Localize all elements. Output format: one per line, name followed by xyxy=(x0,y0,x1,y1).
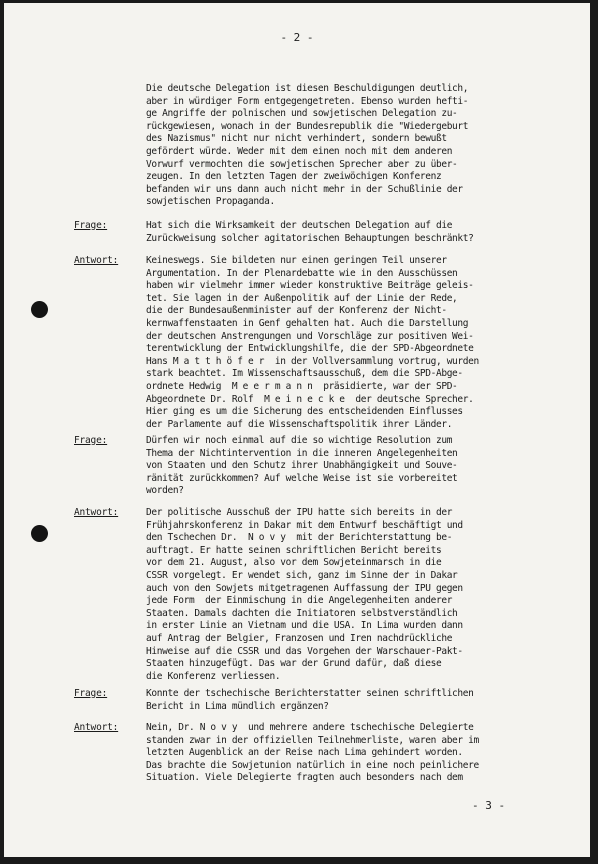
text-line: Staaten. Damals dachten die Initiatoren selbstverständlich xyxy=(146,607,458,619)
text-line: Situation. Viele Delegierte fragten auch besonders nach dem xyxy=(146,772,463,784)
question-label: Frage: xyxy=(74,688,108,699)
page-number: - 2 - xyxy=(280,31,314,44)
text-line: Der politische Ausschuß der IPU hatte sich bereits in der xyxy=(146,507,453,518)
text-line: Hinweise auf die CSSR und das Vorgehen der Warschauer-Pakt- xyxy=(146,645,463,657)
punch-hole-bottom xyxy=(31,525,48,542)
answer-text xyxy=(146,507,586,683)
intro-paragraph xyxy=(146,83,586,209)
text-line: Bericht in Lima mündlich ergänzen? xyxy=(146,700,329,712)
text-line: auch von den Sowjets mitgetragenen Auffassung der IPU gegen xyxy=(146,582,463,594)
text-line: Die deutsche Delegation ist diesen Beschuldigungen deutlich, xyxy=(146,83,469,94)
question-text xyxy=(146,435,586,498)
text-line: des Nazismus" nicht nur nicht verhindert, sondern bewußt xyxy=(146,133,447,145)
text-line: Abgeordnete Dr. Rolf M e i n e c k e der deutsche Sprecher. xyxy=(146,393,474,405)
text-line: Thema der Nichtintervention in die inneren Angelegenheiten xyxy=(146,447,458,459)
answer-text xyxy=(146,255,586,431)
text-line: vor dem 21. August, also vor dem Sowjeteinmarsch in die xyxy=(146,557,442,569)
text-line: von Staaten und den Schutz ihrer Unabhängigkeit und Souve- xyxy=(146,460,458,472)
document-page xyxy=(4,3,590,857)
text-line: standen zwar in der offiziellen Teilnehmerliste, waren aber im xyxy=(146,734,479,746)
text-line: rückgewiesen, wonach in der Bundesrepublik die "Wiedergeburt xyxy=(146,120,469,132)
text-line: die der Bundesaußenminister auf der Konferenz der Nicht- xyxy=(146,305,447,317)
continuation-page-number: - 3 - xyxy=(472,799,506,812)
text-line: CSSR vorgelegt. Er wendet sich, ganz im Sinne der in Dakar xyxy=(146,569,458,581)
text-line: Hat sich die Wirksamkeit der deutschen Delegation auf die xyxy=(146,220,453,231)
text-line: haben wir vielmehr immer wieder konstruktive Beiträge geleis- xyxy=(146,280,474,292)
text-line: Nein, Dr. N o v y und mehrere andere tschechische Delegierte xyxy=(146,722,474,733)
text-line: Das brachte die Sowjetunion natürlich in eine noch peinlichere xyxy=(146,759,479,771)
question-label: Frage: xyxy=(74,435,108,446)
question-text xyxy=(146,220,586,245)
text-line: in erster Linie an Vietnam und die USA. In Lima wurden dann xyxy=(146,620,463,632)
text-line: Zurückweisung solcher agitatorischen Behauptungen beschränkt? xyxy=(146,232,474,244)
text-line: aber in würdiger Form entgegengetreten. Ebenso wurden hefti- xyxy=(146,95,469,107)
text-line: Keineswegs. Sie bildeten nur einen geringen Teil unserer xyxy=(146,255,447,266)
text-line: der deutschen Anstrengungen und Vorschläge zur positiven Wei- xyxy=(146,330,474,342)
text-line: Staaten hinzugefügt. Das war der Grund dafür, daß diese xyxy=(146,658,442,670)
text-line: kernwaffenstaaten in Genf gehalten hat. Auch die Darstellung xyxy=(146,317,469,329)
text-line: Hier ging es um die Sicherung des entscheidenden Einflusses xyxy=(146,406,463,418)
text-line: Frühjahrskonferenz in Dakar mit dem Entwurf beschäftigt und xyxy=(146,519,463,531)
punch-hole-top xyxy=(31,301,48,318)
text-line: tet. Sie lagen in der Außenpolitik auf der Linie der Rede, xyxy=(146,292,458,304)
answer-label: Antwort: xyxy=(74,507,119,518)
text-line: worden? xyxy=(146,485,184,497)
answer-label: Antwort: xyxy=(74,255,119,266)
text-line: ränität zurückkommen? Auf welche Weise ist sie vorbereitet xyxy=(146,472,458,484)
text-line: ge Angriffe der polnischen und sowjetischen Delegation zu- xyxy=(146,108,458,120)
text-line: gefördert würde. Weder mit dem einen noch mit dem anderen xyxy=(146,145,453,157)
text-line: sowjetischen Propaganda. xyxy=(146,196,275,208)
answer-label: Antwort: xyxy=(74,722,119,733)
text-line: stark beachtet. Im Wissenschaftsausschuß, dem die SPD-Abge- xyxy=(146,368,463,380)
text-line: auf Antrag der Belgier, Franzosen und Iren nachdrückliche xyxy=(146,632,453,644)
text-line: Argumentation. In der Plenardebatte wie in den Ausschüssen xyxy=(146,267,458,279)
text-line: terentwicklung der Entwicklungshilfe, die der SPD-Abgeordnete xyxy=(146,343,474,355)
text-line: Konnte der tschechische Berichterstatter seinen schriftlichen xyxy=(146,688,474,699)
text-line: zeugen. In den letzten Tagen der zweiwöchigen Konferenz xyxy=(146,171,442,183)
question-label: Frage: xyxy=(74,220,108,231)
text-line: Dürfen wir noch einmal auf die so wichtige Resolution zum xyxy=(146,435,453,446)
answer-text xyxy=(146,722,586,785)
text-line: die Konferenz verliessen. xyxy=(146,670,281,682)
text-line: befanden wir uns dann auch nicht mehr in der Schußlinie der xyxy=(146,183,463,195)
text-line: auftragt. Er hatte seinen schriftlichen Bericht bereits xyxy=(146,544,442,556)
text-line: jede Form der Einmischung in die Angelegenheiten anderer xyxy=(146,595,453,607)
text-line: den Tschechen Dr. N o v y mit der Berichterstattung be- xyxy=(146,532,453,544)
text-line: letzten Augenblick an der Reise nach Lima gehindert worden. xyxy=(146,747,463,759)
text-line: Vorwurf vermochten die sowjetischen Sprecher aber zu über- xyxy=(146,158,458,170)
question-text xyxy=(146,688,586,713)
text-line: Hans M a t t h ö f e r in der Vollversammlung vortrug, wurden xyxy=(146,355,479,367)
text-line: der Parlamente auf die Wissenschaftspolitik ihrer Länder. xyxy=(146,418,453,430)
text-line: ordnete Hedwig M e e r m a n n präsidierte, war der SPD- xyxy=(146,380,458,392)
